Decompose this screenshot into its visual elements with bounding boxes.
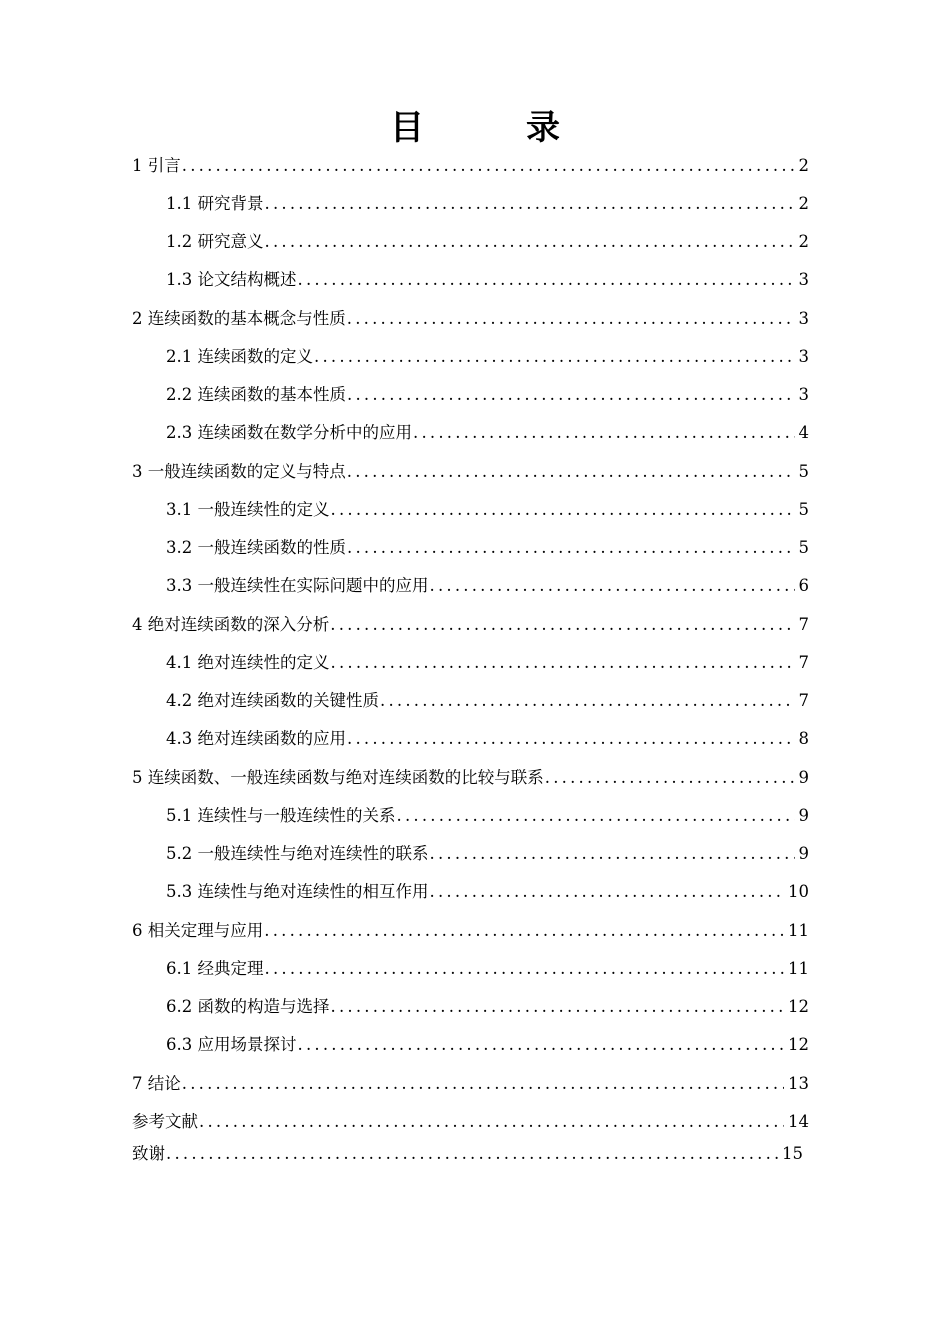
toc-entry-page: 15 xyxy=(782,1144,803,1163)
toc-entry-label: 2 连续函数的基本概念与性质 xyxy=(132,309,346,328)
toc-entry-page: 8 xyxy=(798,729,809,748)
toc-entry-page: 14 xyxy=(788,1112,809,1131)
toc-entry[interactable] xyxy=(132,917,809,945)
toc-entry[interactable] xyxy=(166,878,809,906)
toc-entry-label: 7 结论 xyxy=(132,1074,181,1093)
toc-entry[interactable] xyxy=(166,266,809,294)
toc-entry-label: 6.2 函数的构造与选择 xyxy=(166,997,330,1016)
toc-entry-label: 致谢 xyxy=(132,1144,165,1163)
toc-leader-dots xyxy=(331,993,785,1021)
toc-entry-page: 11 xyxy=(788,921,809,940)
toc-leader-dots xyxy=(430,840,795,868)
toc-entry-label: 1.2 研究意义 xyxy=(166,232,264,251)
toc-leader-dots xyxy=(347,458,795,486)
toc-entry-page: 9 xyxy=(798,768,809,787)
toc-entry-label: 4 绝对连续函数的深入分析 xyxy=(132,615,330,634)
toc-leader-dots xyxy=(430,878,785,906)
toc-entry-page: 13 xyxy=(788,1074,809,1093)
toc-entry-label: 4.3 绝对连续函数的应用 xyxy=(166,729,346,748)
toc-entry-label: 参考文献 xyxy=(132,1112,198,1131)
toc-entry-label: 4.2 绝对连续函数的关键性质 xyxy=(166,691,379,710)
toc-title: 目 录 xyxy=(390,108,594,148)
toc-leader-dots xyxy=(347,381,795,409)
toc-entry-label: 6 相关定理与应用 xyxy=(132,921,264,940)
toc-entry[interactable] xyxy=(166,840,809,868)
toc-leader-dots xyxy=(545,764,795,792)
toc-leader-dots xyxy=(380,687,795,715)
toc-entry-label: 2.2 连续函数的基本性质 xyxy=(166,385,346,404)
toc-entry-label: 5.3 连续性与绝对连续性的相互作用 xyxy=(166,882,429,901)
toc-entry-label: 2.1 连续函数的定义 xyxy=(166,347,313,366)
toc-leader-dots xyxy=(182,1070,784,1098)
toc-entry-label: 5 连续函数、一般连续函数与绝对连续函数的比较与联系 xyxy=(132,768,544,787)
toc-entry[interactable] xyxy=(166,725,809,753)
toc-entry-label: 1.1 研究背景 xyxy=(166,194,264,213)
toc-entry-label: 3 一般连续函数的定义与特点 xyxy=(132,462,346,481)
toc-entry-label: 4.1 绝对连续性的定义 xyxy=(166,653,330,672)
toc-entry-page: 2 xyxy=(798,194,809,213)
toc-entry-label: 3.3 一般连续性在实际问题中的应用 xyxy=(166,576,429,595)
toc-entry[interactable] xyxy=(166,802,809,830)
toc-entry-page: 3 xyxy=(798,309,809,328)
toc-entry[interactable] xyxy=(132,1108,809,1136)
toc-leader-dots xyxy=(331,649,795,677)
toc-entry[interactable] xyxy=(132,611,809,639)
toc-entry-label: 5.1 连续性与一般连续性的关系 xyxy=(166,806,396,825)
toc-entry-page: 2 xyxy=(798,156,809,175)
toc-entry-label: 3.1 一般连续性的定义 xyxy=(166,500,330,519)
toc-entry-page: 6 xyxy=(798,576,809,595)
toc-leader-dots xyxy=(199,1108,784,1136)
toc-entry[interactable] xyxy=(166,419,809,447)
toc-entry-page: 10 xyxy=(788,882,809,901)
toc-leader-dots xyxy=(397,802,795,830)
toc-entry-page: 12 xyxy=(788,997,809,1016)
toc-leader-dots xyxy=(265,228,795,256)
toc-entry[interactable] xyxy=(166,343,809,371)
toc-entry-label: 2.3 连续函数在数学分析中的应用 xyxy=(166,423,412,442)
toc-entry[interactable] xyxy=(166,228,809,256)
toc-leader-dots xyxy=(331,496,795,524)
toc-entry[interactable] xyxy=(166,496,809,524)
toc-leader-dots xyxy=(347,725,795,753)
toc-leader-dots xyxy=(166,1140,778,1168)
toc-leader-dots xyxy=(298,266,795,294)
toc-leader-dots xyxy=(347,305,795,333)
toc-entry[interactable] xyxy=(132,458,809,486)
toc-entry[interactable] xyxy=(166,955,809,983)
toc-leader-dots xyxy=(413,419,795,447)
toc-entry[interactable] xyxy=(166,190,809,218)
toc-leader-dots xyxy=(314,343,795,371)
toc-entry-label: 6.3 应用场景探讨 xyxy=(166,1035,297,1054)
toc-entry[interactable] xyxy=(166,572,809,600)
toc-entry-page: 4 xyxy=(798,423,809,442)
toc-entry-page: 3 xyxy=(798,385,809,404)
toc-entry-page: 5 xyxy=(798,538,809,557)
toc-leader-dots xyxy=(182,152,795,180)
toc-entry[interactable] xyxy=(166,381,809,409)
toc-entry-page: 11 xyxy=(788,959,809,978)
toc-entry[interactable] xyxy=(132,152,809,180)
toc-entry-page: 7 xyxy=(798,653,809,672)
toc-leader-dots xyxy=(430,572,795,600)
toc-entry-label: 1 引言 xyxy=(132,156,181,175)
toc-leader-dots xyxy=(330,611,794,639)
toc-entry-page: 12 xyxy=(788,1035,809,1054)
toc-leader-dots xyxy=(265,190,795,218)
toc-entry-page: 3 xyxy=(798,347,809,366)
toc-entry-label: 6.1 经典定理 xyxy=(166,959,264,978)
toc-entry[interactable] xyxy=(166,993,809,1021)
toc-entry[interactable] xyxy=(132,305,809,333)
toc-entry-page: 2 xyxy=(798,232,809,251)
toc-entry-page: 5 xyxy=(798,500,809,519)
toc-leader-dots xyxy=(298,1031,785,1059)
toc-entry-page: 9 xyxy=(798,844,809,863)
toc-entry[interactable] xyxy=(166,649,809,677)
toc-entry-label: 3.2 一般连续函数的性质 xyxy=(166,538,346,557)
toc-entry-page: 7 xyxy=(798,691,809,710)
toc-entry[interactable] xyxy=(132,1140,803,1168)
toc-entry[interactable] xyxy=(132,764,809,792)
toc-entry-label: 5.2 一般连续性与绝对连续性的联系 xyxy=(166,844,429,863)
toc-entry-page: 3 xyxy=(798,270,809,289)
toc-entry[interactable] xyxy=(132,1070,809,1098)
toc-leader-dots xyxy=(347,534,795,562)
toc-entry[interactable] xyxy=(166,687,809,715)
toc-entry[interactable] xyxy=(166,534,809,562)
toc-entry-page: 9 xyxy=(798,806,809,825)
toc-entry-page: 7 xyxy=(798,615,809,634)
toc-entry-page: 5 xyxy=(798,462,809,481)
toc-entry[interactable] xyxy=(166,1031,809,1059)
toc-leader-dots xyxy=(264,917,784,945)
toc-entry-label: 1.3 论文结构概述 xyxy=(166,270,297,289)
toc-leader-dots xyxy=(265,955,785,983)
